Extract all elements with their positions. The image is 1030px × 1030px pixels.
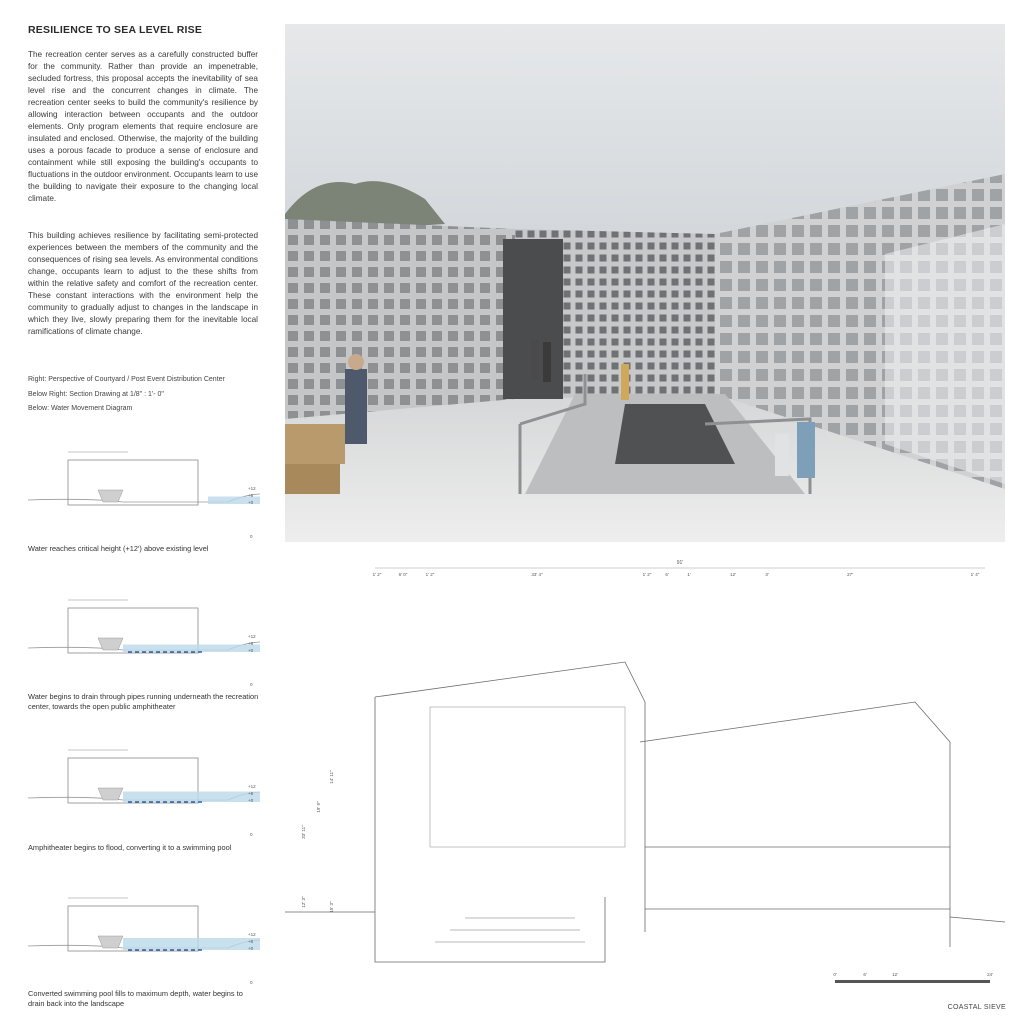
water-diagram-caption-2: Water begins to drain through pipes running underneath the recreation center, towards the open public amphitheater [28, 692, 259, 711]
level-label: +0 [248, 946, 254, 951]
section-notes [295, 590, 415, 660]
dim-label: 12' [730, 572, 736, 577]
level-label: +6 [248, 939, 254, 944]
ground-level-label: 0 [250, 980, 253, 985]
water-level [123, 645, 260, 653]
ground-level-label: 0 [250, 832, 253, 837]
level-label: +0 [248, 798, 254, 803]
vertical-dim-label: 12' 3" [301, 896, 306, 908]
dim-label: 3' [765, 572, 769, 577]
level-label: +12 [248, 784, 256, 789]
image-captions [28, 373, 225, 417]
section-drawing [285, 552, 1005, 987]
page-title: RESILIENCE TO SEA LEVEL RISE [28, 24, 203, 36]
water-diagram-caption-3: Amphitheater begins to flood, converting it to a swimming pool [28, 843, 232, 852]
amphitheater-steps [435, 918, 585, 942]
caption-diagram: Below: Water Movement Diagram [28, 405, 133, 412]
scale-tick-label: 24' [987, 972, 993, 977]
vertical-dim-label: 19' 9" [316, 801, 321, 813]
level-label: +12 [248, 634, 256, 639]
scale-bar-fill [835, 980, 990, 983]
vertical-dim-label: 14' 11" [329, 770, 334, 784]
project-title-footer: COASTAL SIEVE [947, 1004, 1006, 1011]
scale-tick-label: 0' [833, 972, 837, 977]
glass-block-wall [430, 707, 625, 847]
dim-label: 6' [665, 572, 669, 577]
water-diagram-caption-1: Water reaches critical height (+12') above existing level [28, 544, 209, 553]
water-diagram-3 [28, 738, 260, 838]
building-outline [68, 460, 198, 505]
level-label: +0 [248, 648, 254, 653]
water-level [123, 792, 260, 803]
dim-label: 1' 2" [642, 572, 652, 577]
dim-label: 1' 2" [372, 572, 382, 577]
water-diagram-1 [28, 440, 260, 540]
caption-perspective: Right: Perspective of Courtyard / Post Event Distribution Center [28, 376, 225, 383]
section-building [285, 662, 1005, 962]
level-label: +0 [248, 500, 254, 505]
vertical-dimensions [301, 770, 334, 913]
dim-label: 1' 4" [970, 572, 980, 577]
water-diagram-2 [28, 588, 260, 688]
supply-crates-lower [285, 464, 340, 494]
level-label: +6 [248, 791, 254, 796]
right-facade-highlight [885, 224, 1005, 484]
scale-tick-label: 12' [892, 972, 898, 977]
level-label: +12 [248, 486, 256, 491]
vertical-dim-label: 33' 11" [301, 825, 306, 839]
scale-tick-label: 6' [863, 972, 867, 977]
description-paragraph-2: This building achieves resilience by facilitating semi-protected experiences between the members of the community and the consequences of rising sea levels. As environmental conditions change, occupants learn to adjust to the these shifts from within the relative safety and comfort of the recreation center. These constant interactions with the environment help the community to gradually adjust to changes in the landscape in which they live, slowly preparing them for the inevitable local ramifications of climate change. [28, 231, 258, 336]
ground-level-label: 0 [250, 682, 253, 687]
left-facade [285, 219, 515, 419]
overall-dim-label: 91' [676, 560, 684, 566]
water-level [123, 938, 260, 950]
section-dimension-row [373, 560, 985, 577]
dim-label: 27' [847, 572, 853, 577]
caption-section: Below Right: Section Drawing at 1/8" : 1'- 0" [28, 390, 164, 398]
scale-bar [833, 972, 993, 983]
dim-label: 33' 4" [531, 572, 543, 577]
dim-label: 1' [687, 572, 691, 577]
level-label: +6 [248, 641, 254, 646]
description-paragraph-1: The recreation center serves as a carefully constructed buffer for the community. Rather than provide an impenetrable, secluded fortress, this proposal accepts the inevitability of sea level rise and the concurrent changes in climate. The recreation center seeks to build the community's resilience by allowing interaction between occupants and the outdoor elements. Only program elements that require enclosure are insulated and enclosed. Otherwise, the majority of the building uses a porous facade to produce a sense of enclosure and containment while still exposing the building's occupants to fluctuations in the outdoor environment. Occupants learn to use the building to navigate their exposure to the changing local climate. [28, 50, 258, 203]
level-label: +12 [248, 932, 256, 937]
level-label: +6 [248, 493, 254, 498]
water-diagram-4 [28, 886, 260, 986]
water-diagram-caption-4: Converted swimming pool fills to maximum depth, water begins to drain back into the landscape [28, 989, 243, 1008]
dim-label: 6' 0" [398, 572, 408, 577]
ground-level-label: 0 [250, 534, 253, 539]
vertical-dim-label: 15' 3" [329, 901, 334, 913]
dim-label: 1' 2" [425, 572, 435, 577]
supply-crates [285, 424, 345, 464]
courtyard-perspective-render [285, 24, 1005, 542]
